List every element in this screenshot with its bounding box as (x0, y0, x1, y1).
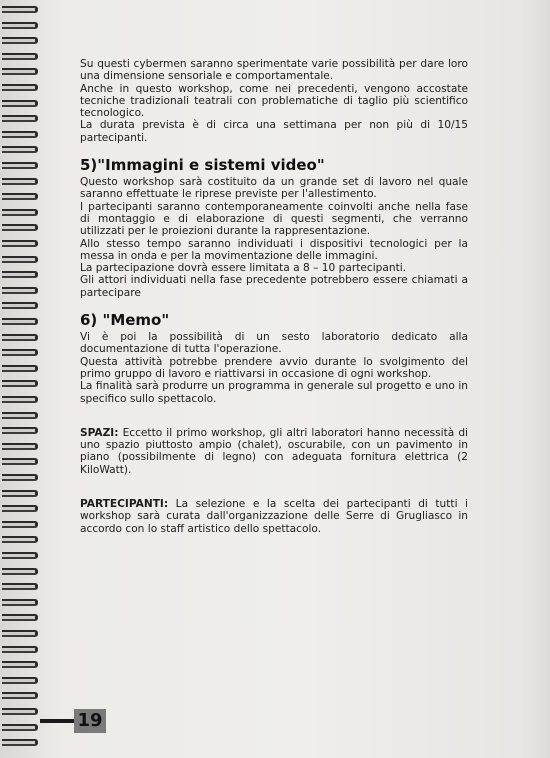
binding-ring (2, 53, 38, 60)
spazi-label: SPAZI: (80, 426, 119, 439)
binding-ring (2, 178, 38, 185)
section-5-heading: 5)"Immagini e sistemi video" (80, 156, 325, 175)
binding-ring (2, 677, 38, 684)
binding-ring (2, 646, 38, 653)
page-number-bar (40, 719, 74, 723)
binding-ring (2, 380, 38, 387)
binding-ring (2, 256, 38, 263)
binding-ring (2, 505, 38, 512)
binding-ring (2, 209, 38, 216)
binding-ring (2, 131, 38, 138)
binding-ring (2, 474, 38, 481)
partecipanti-label: PARTECIPANTI: (80, 498, 169, 511)
binding-ring (2, 68, 38, 75)
section-5-paragraph-4: La partecipazione dovrà essere limitata a 8 – 10 partecipanti. (80, 262, 407, 275)
binding-ring (2, 396, 38, 403)
section-6-paragraph-2: Questa attività potrebbe prendere avvio durante lo svolgimento del primo gruppo di lavoro e riattivarsi in occasione di ogni workshop. (80, 355, 468, 380)
binding-ring (2, 100, 38, 107)
spiral-binding (0, 0, 42, 758)
page-content (80, 58, 468, 535)
intro-paragraph-2: Anche in questo workshop, come nei precedenti, vengono accostate tecniche tradizionali teatrali con problematiche di taglio più scientifico tecnologico. (80, 82, 468, 120)
binding-ring (2, 614, 38, 621)
section-6-heading: 6) "Memo" (80, 311, 170, 330)
binding-ring (2, 552, 38, 559)
binding-ring (2, 365, 38, 372)
binding-ring (2, 412, 38, 419)
binding-ring (2, 427, 38, 434)
binding-ring (2, 224, 38, 231)
binding-ring (2, 724, 38, 731)
intro-paragraph-3: La durata prevista è di circa una settimana per non più di 10/15 partecipanti. (80, 119, 468, 144)
page-number: 19 (74, 709, 106, 733)
section-6-paragraph-3: La finalità sarà produrre un programma in generale sul progetto e uno in specifico sullo spettacolo. (80, 380, 468, 405)
partecipanti-paragraph (80, 498, 468, 535)
section-5-paragraph-3: Allo stesso tempo saranno individuati i dispositivi tecnologici per la messa in onda e per la movimentazione delle immagini. (80, 237, 468, 262)
section-6-paragraph-1: Vi è poi la possibilità di un sesto laboratorio dedicato alla documentazione di tutta l'operazione. (80, 331, 468, 356)
section-5-paragraph-2: I partecipanti saranno contemporaneamente coinvolti anche nella fase di montaggio e di elaborazione di questi segmenti, che verranno utilizzati per le proiezioni durante la rappresentazione. (80, 200, 468, 238)
binding-ring (2, 443, 38, 450)
binding-ring (2, 708, 38, 715)
binding-ring (2, 739, 38, 746)
binding-ring (2, 521, 38, 528)
binding-ring (2, 287, 38, 294)
binding-ring (2, 536, 38, 543)
binding-ring (2, 630, 38, 637)
intro-paragraph-1: Su questi cybermen saranno sperimentate varie possibilità per dare loro una dimensione sensoriale e comportamentale. (80, 58, 468, 83)
binding-ring (2, 583, 38, 590)
binding-ring (2, 568, 38, 575)
binding-ring (2, 271, 38, 278)
partecipanti-text: La selezione e la scelta dei partecipanti di tutti i workshop sarà curata dall'organizzazione delle Serre di Grugliasco in accordo con lo staff artistico dello spettacolo. (80, 498, 468, 535)
spazi-paragraph (80, 427, 468, 476)
binding-ring (2, 37, 38, 44)
binding-ring (2, 240, 38, 247)
spazi-text: Eccetto il primo workshop, gli altri laboratori hanno necessità di uno spazio piuttosto ampio (chalet), oscurabile, con un pavimento in piano (possibilmente di legno) con adeguata fornitura elettrica (2 KiloWatt). (80, 426, 468, 476)
binding-ring (2, 6, 38, 13)
binding-ring (2, 599, 38, 606)
binding-ring (2, 162, 38, 169)
binding-ring (2, 661, 38, 668)
binding-ring (2, 193, 38, 200)
binding-ring (2, 458, 38, 465)
section-5-paragraph-1: Questo workshop sarà costituito da un grande set di lavoro nel quale saranno effettuate le riprese previste per l'allestimento. (80, 176, 468, 201)
binding-ring (2, 115, 38, 122)
binding-ring (2, 302, 38, 309)
binding-ring (2, 22, 38, 29)
binding-ring (2, 692, 38, 699)
section-5-paragraph-5: Gli attori individuati nella fase precedente potrebbero essere chiamati a partecipare (80, 274, 468, 299)
binding-ring (2, 334, 38, 341)
binding-ring (2, 84, 38, 91)
binding-ring (2, 349, 38, 356)
binding-ring (2, 490, 38, 497)
binding-ring (2, 318, 38, 325)
binding-ring (2, 146, 38, 153)
